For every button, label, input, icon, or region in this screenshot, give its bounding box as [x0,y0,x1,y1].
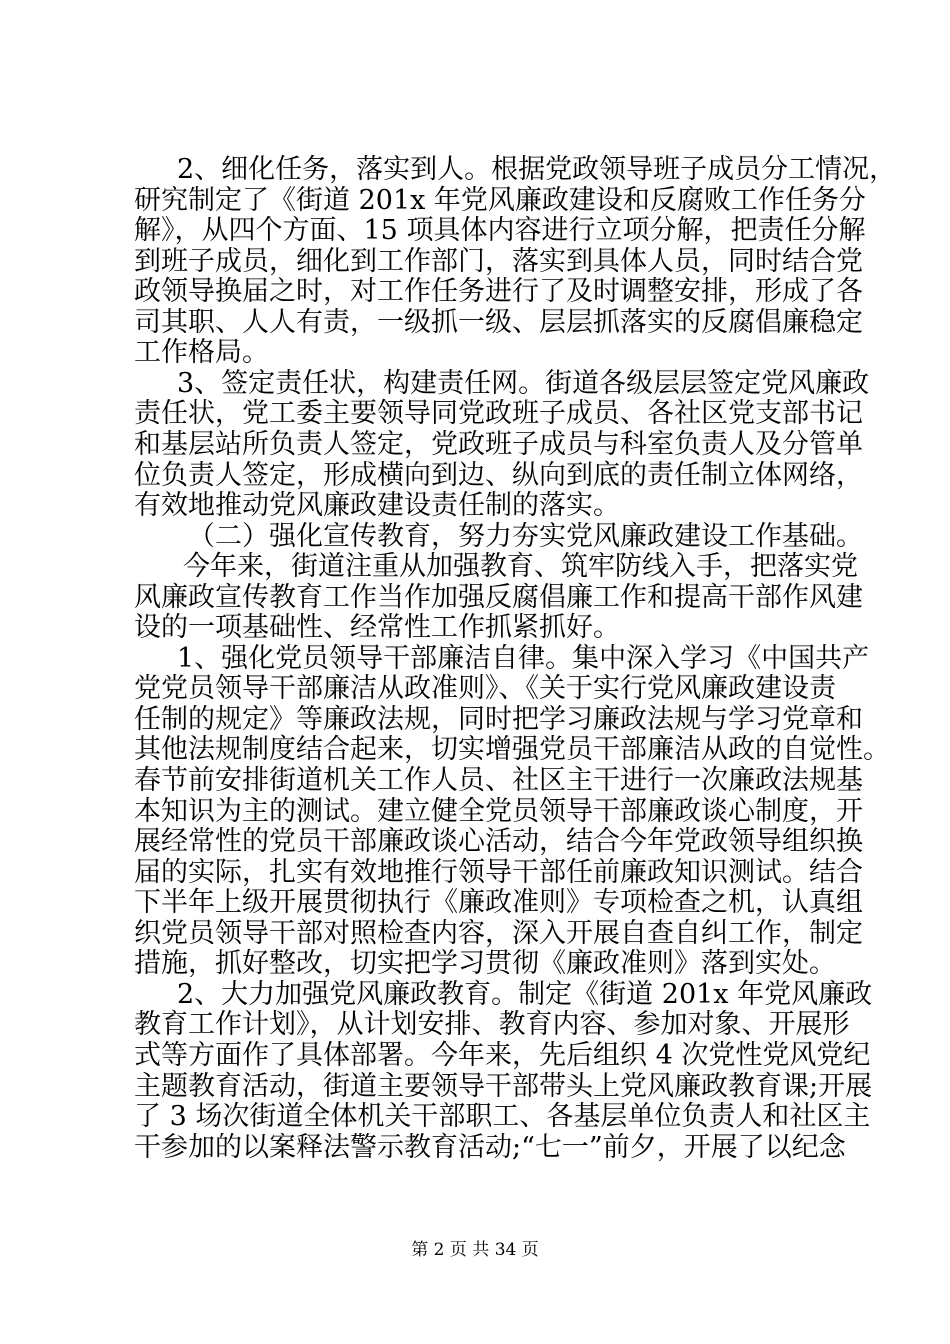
text-line: 解》，从四个方面、15 项具体内容进行立项分解，把责任分解 [134,215,866,247]
text-line: 位负责人签定，形成横向到边、纵向到底的责任制立体网络， [134,459,863,491]
text-line: 司其职、人人有责，一级抓一级、层层抓落实的反腐倡廉稳定 [134,306,863,338]
text-line: 织党员领导干部对照检查内容，深入开展自查自纠工作，制定 [134,917,863,949]
text-line: 主题教育活动，街道主要领导干部带头上党风廉政教育课;开展 [134,1070,873,1102]
text-line: 到班子成员，细化到工作部门，落实到具体人员，同时结合党 [134,245,863,277]
text-line: 展经常性的党员干部廉政谈心活动，结合今年党政领导组织换 [134,826,863,858]
text-line: 2、细化任务，落实到人。根据党政领导班子成员分工情况， [177,154,897,185]
text-line: 式等方面作了具体部署。今年来，先后组织 4 次党性党风党纪 [134,1039,871,1071]
text-line: 任制的规定》等廉政法规，同时把学习廉政法规与学习党章和 [134,703,863,735]
text-line: 2、大力加强党风廉政教育。制定《街道 201x 年党风廉政 [177,978,873,1010]
text-line: 政领导换届之时，对工作任务进行了及时调整安排，形成了各 [134,276,863,308]
text-line: 工作格局。 [134,337,269,369]
text-line: 3、签定责任状，构建责任网。街道各级层层签定党风廉政 [177,367,870,399]
text-line: 党党员领导干部廉洁从政准则》、《关于实行党风廉政建设责 [134,673,836,705]
text-line: 设的一项基础性、经常性工作抓紧抓好。 [134,612,620,644]
text-line: 教育工作计划》，从计划安排、教育内容、参加对象、开展形 [134,1009,850,1041]
text-line: 今年来，街道注重从加强教育、筑牢防线入手，把落实党 [183,551,858,583]
text-line: 风廉政宣传教育工作当作加强反腐倡廉工作和提高干部作风建 [134,581,863,613]
text-line: 有效地推动党风廉政建设责任制的落实。 [134,490,620,522]
text-line: 下半年上级开展贯彻执行《廉政准则》专项检查之机，认真组 [134,887,863,919]
text-line: 其他法规制度结合起来，切实增强党员干部廉洁从政的自觉性。 [134,734,890,766]
text-line: 责任状，党工委主要领导同党政班子成员、各社区党支部书记 [134,398,863,430]
text-line: 干参加的以案释法警示教育活动;“七一”前夕，开展了以纪念 [134,1131,846,1163]
text-line: 研究制定了《街道 201x 年党风廉政建设和反腐败工作任务分 [134,184,866,216]
text-line: 本知识为主的测试。建立健全党员领导干部廉政谈心制度，开 [134,795,863,827]
section-heading: （二）强化宣传教育，努力夯实党风廉政建设工作基础。 [188,520,863,552]
text-line: 和基层站所负责人签定，党政班子成员与科室负责人及分管单 [134,428,863,460]
text-line: 了 3 场次街道全体机关干部职工、各基层单位负责人和社区主 [134,1101,871,1133]
page-footer: 第 2 页 共 34 页 [411,1240,539,1260]
text-line: 1、强化党员领导干部廉洁自律。集中深入学习《中国共产 [177,642,870,674]
text-line: 措施，抓好整改，切实把学习贯彻《廉政准则》落到实处。 [134,948,836,980]
text-line: 春节前安排街道机关工作人员、社区主干进行一次廉政法规基 [134,765,863,796]
text-line: 届的实际，扎实有效地推行领导干部任前廉政知识测试。结合 [134,856,863,888]
